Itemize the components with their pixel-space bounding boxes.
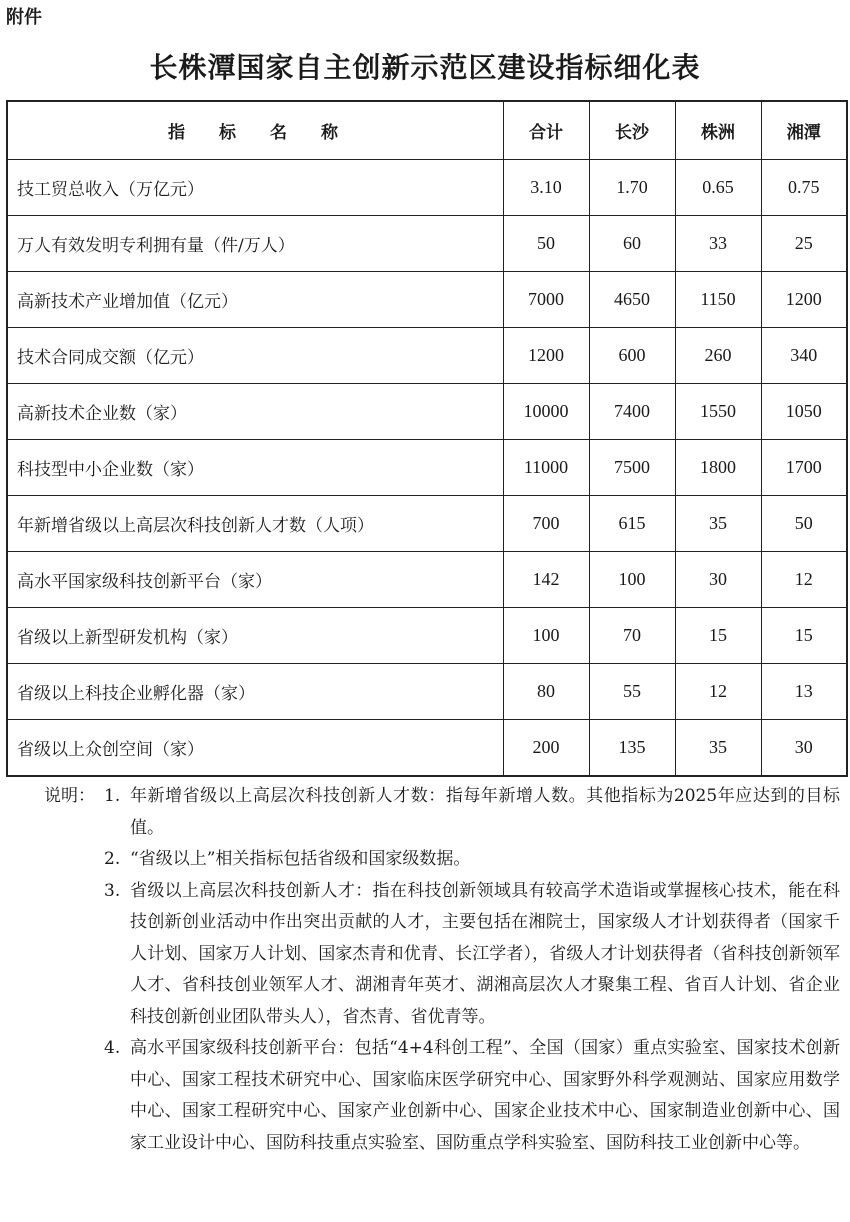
value-cell: 50 bbox=[503, 216, 589, 272]
value-cell: 33 bbox=[675, 216, 761, 272]
value-cell: 200 bbox=[503, 720, 589, 777]
value-cell: 35 bbox=[675, 720, 761, 777]
attachment-label: 附件 bbox=[6, 7, 42, 28]
indicator-name-cell: 技工贸总收入（万亿元） bbox=[7, 160, 503, 216]
value-cell: 70 bbox=[589, 608, 675, 664]
value-cell: 7000 bbox=[503, 272, 589, 328]
value-cell: 700 bbox=[503, 496, 589, 552]
indicator-name-cell: 高新技术产业增加值（亿元） bbox=[7, 272, 503, 328]
value-cell: 60 bbox=[589, 216, 675, 272]
value-cell: 30 bbox=[675, 552, 761, 608]
table-row bbox=[7, 440, 847, 496]
header-indicator-name: 指 标 名 称 bbox=[7, 101, 503, 160]
value-cell: 55 bbox=[589, 664, 675, 720]
value-cell: 1050 bbox=[761, 384, 847, 440]
header-changsha: 长沙 bbox=[589, 101, 675, 160]
value-cell: 1200 bbox=[761, 272, 847, 328]
table-row bbox=[7, 160, 847, 216]
indicator-name-cell: 高新技术企业数（家） bbox=[7, 384, 503, 440]
table-row bbox=[7, 384, 847, 440]
note-number: 1. bbox=[104, 786, 121, 806]
value-cell: 30 bbox=[761, 720, 847, 777]
note-item bbox=[0, 844, 850, 876]
header-total: 合计 bbox=[503, 101, 589, 160]
value-cell: 1200 bbox=[503, 328, 589, 384]
indicator-name-cell: 省级以上新型研发机构（家） bbox=[7, 608, 503, 664]
value-cell: 11000 bbox=[503, 440, 589, 496]
note-number: 4. bbox=[104, 1038, 121, 1058]
value-cell: 1.70 bbox=[589, 160, 675, 216]
value-cell: 1800 bbox=[675, 440, 761, 496]
value-cell: 615 bbox=[589, 496, 675, 552]
value-cell: 600 bbox=[589, 328, 675, 384]
value-cell: 135 bbox=[589, 720, 675, 777]
table-row bbox=[7, 328, 847, 384]
value-cell: 100 bbox=[503, 608, 589, 664]
table-header-row bbox=[7, 101, 847, 160]
value-cell: 35 bbox=[675, 496, 761, 552]
indicator-name-cell: 省级以上科技企业孵化器（家） bbox=[7, 664, 503, 720]
note-text: 年新增省级以上高层次科技创新人才数：指每年新增人数。其他指标为2025年应达到的目标值。 bbox=[130, 786, 840, 838]
value-cell: 10000 bbox=[503, 384, 589, 440]
table-row bbox=[7, 720, 847, 777]
value-cell: 340 bbox=[761, 328, 847, 384]
value-cell: 12 bbox=[675, 664, 761, 720]
header-xiangtan: 湘潭 bbox=[761, 101, 847, 160]
note-number: 3. bbox=[104, 880, 121, 901]
indicator-table bbox=[6, 100, 848, 777]
indicator-name-cell: 高水平国家级科技创新平台（家） bbox=[7, 552, 503, 608]
value-cell: 142 bbox=[503, 552, 589, 608]
value-cell: 50 bbox=[761, 496, 847, 552]
value-cell: 4650 bbox=[589, 272, 675, 328]
notes-section bbox=[0, 781, 850, 1159]
table-row bbox=[7, 496, 847, 552]
indicator-name-cell: 技术合同成交额（亿元） bbox=[7, 328, 503, 384]
value-cell: 0.65 bbox=[675, 160, 761, 216]
note-text: 高水平国家级科技创新平台：包括“4+4科创工程”、全国（国家）重点实验室、国家技术创新中心、国家工程技术研究中心、国家临床医学研究中心、国家野外科学观测站、国家应用数学中心、国家工程研究中心、国家产业创新中心、国家企业技术中心、国家制造业创新中心、国家工业设计中心、国防科技重点实验室、国防重点学科实验室、国防科技工业创新中心等。 bbox=[130, 1038, 840, 1153]
value-cell: 7500 bbox=[589, 440, 675, 496]
note-number: 2. bbox=[104, 849, 121, 869]
value-cell: 12 bbox=[761, 552, 847, 608]
value-cell: 15 bbox=[761, 608, 847, 664]
header-zhuzhou: 株洲 bbox=[675, 101, 761, 160]
note-item bbox=[0, 781, 850, 844]
value-cell: 13 bbox=[761, 664, 847, 720]
note-text: 省级以上高层次科技创新人才：指在科技创新领域具有较高学术造诣或掌握核心技术，能在科技创新创业活动中作出突出贡献的人才，主要包括在湘院士，国家级人才计划获得者（国家千人计划、国家万人计划、国家杰青和优青、长江学者），省级人才计划获得者（省科技创新领军人才、省科技创业领军人才、湖湘青年英才、湖湘高层次人才聚集工程、省百人计划、省企业科技创新创业团队带头人），省杰青、省优青等。 bbox=[130, 880, 840, 1027]
document-title: 长株潭国家自主创新示范区建设指标细化表 bbox=[149, 51, 701, 84]
value-cell: 15 bbox=[675, 608, 761, 664]
note-item bbox=[0, 1033, 850, 1159]
table-row bbox=[7, 664, 847, 720]
indicator-name-cell: 年新增省级以上高层次科技创新人才数（人项） bbox=[7, 496, 503, 552]
indicator-name-cell: 科技型中小企业数（家） bbox=[7, 440, 503, 496]
indicator-name-cell: 万人有效发明专利拥有量（件/万人） bbox=[7, 216, 503, 272]
value-cell: 260 bbox=[675, 328, 761, 384]
notes-lead-label: 说明： bbox=[44, 786, 95, 806]
value-cell: 1150 bbox=[675, 272, 761, 328]
note-item bbox=[0, 876, 850, 1034]
value-cell: 100 bbox=[589, 552, 675, 608]
indicator-name-cell: 省级以上众创空间（家） bbox=[7, 720, 503, 777]
value-cell: 1550 bbox=[675, 384, 761, 440]
table-row bbox=[7, 272, 847, 328]
value-cell: 80 bbox=[503, 664, 589, 720]
value-cell: 25 bbox=[761, 216, 847, 272]
table-row bbox=[7, 552, 847, 608]
note-text: “省级以上”相关指标包括省级和国家级数据。 bbox=[130, 849, 471, 869]
value-cell: 3.10 bbox=[503, 160, 589, 216]
value-cell: 7400 bbox=[589, 384, 675, 440]
table-row bbox=[7, 608, 847, 664]
value-cell: 0.75 bbox=[761, 160, 847, 216]
table-row bbox=[7, 216, 847, 272]
value-cell: 1700 bbox=[761, 440, 847, 496]
